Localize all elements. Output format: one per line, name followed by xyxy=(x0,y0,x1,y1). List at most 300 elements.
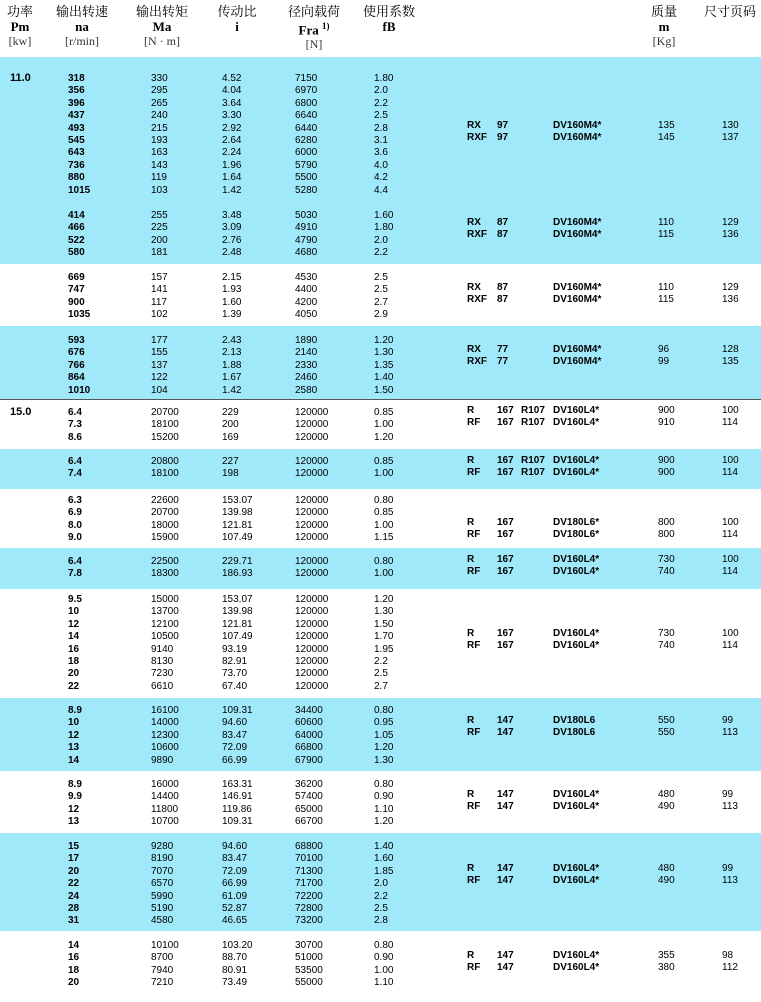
model-mass: 490 xyxy=(658,801,675,813)
table-header xyxy=(0,0,761,56)
cell-fra: 120000 xyxy=(295,631,329,643)
cell-fb: 0.85 xyxy=(374,407,394,418)
cell-na: 31 xyxy=(68,915,80,927)
cell-i: 2.92 xyxy=(222,122,242,134)
cell-na: 28 xyxy=(68,903,80,914)
model-motor: DV160L4* xyxy=(553,875,600,887)
model-page: 129 xyxy=(722,217,739,228)
cell-fb: 4.4 xyxy=(374,184,388,196)
model-mass: 145 xyxy=(658,132,675,144)
cell-ma: 330 xyxy=(151,73,168,84)
cell-na: 522 xyxy=(68,234,85,246)
cell-fra: 5500 xyxy=(295,172,318,184)
model-type: R xyxy=(467,628,475,639)
cell-i: 1.60 xyxy=(222,296,242,308)
cell-i: 67.40 xyxy=(222,680,248,692)
cell-i: 2.15 xyxy=(222,272,242,283)
cell-i: 72.09 xyxy=(222,865,248,877)
cell-fra: 4530 xyxy=(295,272,318,283)
cell-i: 83.47 xyxy=(222,853,248,865)
cell-fra: 4400 xyxy=(295,284,318,296)
cell-fra: 71700 xyxy=(295,878,323,890)
model-type: RF xyxy=(467,727,481,739)
model-type: RX xyxy=(467,217,481,228)
model-mass: 730 xyxy=(658,628,675,639)
cell-i: 72.09 xyxy=(222,742,248,754)
cell-i: 1.96 xyxy=(222,159,242,171)
cell-i: 2.43 xyxy=(222,335,242,346)
cell-i: 94.60 xyxy=(222,841,248,852)
cell-ma: 8190 xyxy=(151,853,174,865)
model-type: RXF xyxy=(467,229,487,241)
cell-fra: 120000 xyxy=(295,519,329,531)
model-mass: 800 xyxy=(658,517,675,528)
cell-ma: 9140 xyxy=(151,643,174,655)
cell-fb: 1.60 xyxy=(374,210,394,221)
cell-i: 2.24 xyxy=(222,147,242,159)
cell-na: 16 xyxy=(68,643,80,655)
cell-na: 437 xyxy=(68,110,85,122)
model-type: RF xyxy=(467,529,481,541)
cell-i: 46.65 xyxy=(222,915,248,927)
model-type: R xyxy=(467,455,475,466)
cell-na: 9.5 xyxy=(68,594,82,605)
cell-ma: 7230 xyxy=(151,668,174,680)
cell-na: 6.4 xyxy=(68,456,82,467)
cell-ma: 15900 xyxy=(151,532,179,544)
cell-fb: 1.10 xyxy=(374,803,394,815)
model-motor: DV180L6 xyxy=(553,727,596,739)
cell-fb: 2.5 xyxy=(374,110,388,122)
model-motor: DV160L4* xyxy=(553,417,600,429)
cell-fra: 4790 xyxy=(295,234,318,246)
model-size: 97 xyxy=(497,132,509,144)
cell-fra: 4680 xyxy=(295,247,318,259)
cell-fb: 2.7 xyxy=(374,680,388,692)
cell-ma: 9280 xyxy=(151,841,174,852)
cell-fb: 0.80 xyxy=(374,940,394,951)
model-motor: DV160L4* xyxy=(553,566,600,578)
cell-fra: 65000 xyxy=(295,803,323,815)
cell-fra: 4910 xyxy=(295,222,318,234)
cell-na: 14 xyxy=(68,940,80,951)
cell-na: 356 xyxy=(68,85,85,97)
model-type: R xyxy=(467,789,475,800)
model-page: 113 xyxy=(722,727,738,739)
cell-fb: 0.90 xyxy=(374,952,394,964)
model-motor: DV160M4* xyxy=(553,229,602,241)
cell-na: 7.3 xyxy=(68,419,82,431)
model-mass: 910 xyxy=(658,417,675,429)
model-page: 113 xyxy=(722,875,738,887)
cell-i: 93.19 xyxy=(222,643,248,655)
cell-i: 3.09 xyxy=(222,222,242,234)
cell-fra: 66800 xyxy=(295,742,323,754)
cell-na: 580 xyxy=(68,247,85,259)
cell-ma: 15200 xyxy=(151,431,179,443)
cell-ma: 117 xyxy=(151,296,167,308)
cell-fra: 120000 xyxy=(295,568,329,580)
cell-fra: 120000 xyxy=(295,507,329,519)
cell-na: 14 xyxy=(68,631,80,643)
cell-na: 676 xyxy=(68,347,85,359)
cell-fra: 67900 xyxy=(295,754,323,766)
cell-fb: 1.95 xyxy=(374,643,394,655)
model-mass: 900 xyxy=(658,455,675,466)
cell-i: 119.86 xyxy=(222,803,252,815)
cell-fra: 6800 xyxy=(295,97,318,109)
cell-i: 109.31 xyxy=(222,816,253,828)
model-mass: 900 xyxy=(658,405,675,416)
cell-na: 20 xyxy=(68,668,80,680)
model-mass: 740 xyxy=(658,640,675,652)
model-size: 167 xyxy=(497,467,514,479)
cell-i: 139.98 xyxy=(222,507,253,519)
model-page: 114 xyxy=(722,467,738,479)
cell-na: 13 xyxy=(68,742,80,754)
model-type: R xyxy=(467,517,475,528)
cell-i: 80.91 xyxy=(222,964,248,976)
model-motor: DV180L6 xyxy=(553,715,596,726)
cell-fb: 2.7 xyxy=(374,296,388,308)
cell-i: 2.48 xyxy=(222,247,242,259)
cell-fb: 1.00 xyxy=(374,964,394,976)
cell-fb: 0.80 xyxy=(374,705,394,716)
model-type: RX xyxy=(467,344,481,355)
cell-fb: 2.0 xyxy=(374,234,388,246)
cell-ma: 200 xyxy=(151,234,168,246)
cell-ma: 5990 xyxy=(151,890,174,902)
header-ratio: 传动比 i xyxy=(217,4,257,34)
cell-i: 73.49 xyxy=(222,977,248,989)
cell-fb: 2.5 xyxy=(374,284,388,296)
cell-fra: 5030 xyxy=(295,210,318,221)
cell-i: 1.64 xyxy=(222,172,242,184)
cell-ma: 11800 xyxy=(151,803,179,815)
model-motor: DV160L4* xyxy=(553,467,600,479)
cell-i: 107.49 xyxy=(222,532,253,544)
cell-fb: 1.40 xyxy=(374,841,394,852)
model-size: 147 xyxy=(497,801,514,813)
model-page: 136 xyxy=(722,294,739,306)
cell-ma: 265 xyxy=(151,97,168,109)
cell-ma: 103 xyxy=(151,184,168,196)
cell-fb: 2.5 xyxy=(374,903,388,914)
cell-fb: 2.9 xyxy=(374,309,388,321)
model-mass: 96 xyxy=(658,344,670,355)
model-page: 130 xyxy=(722,120,739,131)
cell-fra: 120000 xyxy=(295,495,329,506)
cell-fra: 72800 xyxy=(295,903,323,914)
cell-na: 1015 xyxy=(68,184,91,196)
model-size: 167 xyxy=(497,405,514,416)
cell-fb: 1.15 xyxy=(374,532,394,544)
cell-fra: 5790 xyxy=(295,159,318,171)
cell-fra: 120000 xyxy=(295,668,329,680)
cell-na: 8.9 xyxy=(68,779,82,790)
model-motor: DV160M4* xyxy=(553,132,602,144)
model-size: 87 xyxy=(497,294,509,306)
cell-na: 747 xyxy=(68,284,85,296)
cell-i: 103.20 xyxy=(222,940,253,951)
cell-ma: 18000 xyxy=(151,519,179,531)
model-type: RF xyxy=(467,467,481,479)
model-size: 147 xyxy=(497,863,514,874)
cell-fb: 2.0 xyxy=(374,85,388,97)
cell-fb: 0.85 xyxy=(374,456,394,467)
cell-na: 20 xyxy=(68,977,80,989)
cell-i: 107.49 xyxy=(222,631,253,643)
cell-i: 229 xyxy=(222,407,239,418)
model-motor: DV160M4* xyxy=(553,217,602,228)
cell-fb: 4.0 xyxy=(374,159,388,171)
cell-ma: 119 xyxy=(151,172,167,184)
header-output-speed: 输出转速 na [r/min] xyxy=(55,4,108,48)
cell-fra: 120000 xyxy=(295,618,329,630)
cell-fra: 120000 xyxy=(295,419,329,431)
cell-ma: 8700 xyxy=(151,952,174,964)
cell-na: 12 xyxy=(68,729,80,741)
cell-ma: 14400 xyxy=(151,791,179,803)
cell-i: 198 xyxy=(222,468,239,480)
model-size: 167 xyxy=(497,517,514,528)
cell-fra: 34400 xyxy=(295,705,323,716)
cell-fb: 1.70 xyxy=(374,631,394,643)
model-type: RF xyxy=(467,875,481,887)
cell-fb: 1.80 xyxy=(374,73,394,84)
model-size: 147 xyxy=(497,875,514,887)
cell-i: 1.42 xyxy=(222,384,242,396)
cell-ma: 137 xyxy=(151,359,168,371)
cell-fra: 120000 xyxy=(295,468,329,480)
cell-fra: 57400 xyxy=(295,791,323,803)
cell-i: 94.60 xyxy=(222,717,248,729)
cell-na: 17 xyxy=(68,853,80,865)
cell-ma: 193 xyxy=(151,135,168,146)
cell-na: 22 xyxy=(68,680,80,692)
model-extra: R107 xyxy=(521,467,545,479)
model-type: R xyxy=(467,863,475,874)
cell-i: 2.13 xyxy=(222,347,242,359)
model-mass: 550 xyxy=(658,715,675,726)
cell-fra: 2330 xyxy=(295,359,318,371)
model-type: R xyxy=(467,950,475,961)
model-size: 167 xyxy=(497,554,514,565)
cell-ma: 13700 xyxy=(151,606,179,618)
cell-fb: 1.30 xyxy=(374,754,394,766)
cell-na: 24 xyxy=(68,890,80,902)
cell-fb: 1.00 xyxy=(374,568,394,580)
cell-fb: 2.5 xyxy=(374,272,388,283)
cell-fra: 2460 xyxy=(295,372,318,384)
cell-i: 169 xyxy=(222,431,239,443)
cell-na: 1010 xyxy=(68,384,91,396)
cell-na: 12 xyxy=(68,803,80,815)
cell-i: 66.99 xyxy=(222,878,248,890)
cell-fra: 5280 xyxy=(295,184,318,196)
cell-fb: 2.5 xyxy=(374,668,388,680)
cell-ma: 8130 xyxy=(151,656,174,667)
cell-ma: 22500 xyxy=(151,556,179,567)
cell-na: 466 xyxy=(68,222,85,234)
model-size: 167 xyxy=(497,417,514,429)
cell-i: 1.88 xyxy=(222,359,242,371)
cell-ma: 225 xyxy=(151,222,168,234)
cell-na: 9.9 xyxy=(68,791,82,803)
cell-i: 61.09 xyxy=(222,890,248,902)
cell-na: 736 xyxy=(68,159,85,171)
model-page: 98 xyxy=(722,950,734,961)
cell-na: 880 xyxy=(68,172,85,184)
cell-fra: 120000 xyxy=(295,680,329,692)
cell-na: 15 xyxy=(68,841,80,852)
model-page: 129 xyxy=(722,282,739,293)
cell-na: 8.6 xyxy=(68,431,82,443)
model-motor: DV160L4* xyxy=(553,863,600,874)
cell-na: 20 xyxy=(68,865,80,877)
cell-ma: 155 xyxy=(151,347,168,359)
cell-na: 545 xyxy=(68,135,85,146)
model-extra: R107 xyxy=(521,455,545,466)
cell-fb: 1.20 xyxy=(374,431,394,443)
model-page: 114 xyxy=(722,529,738,541)
model-motor: DV180L6* xyxy=(553,517,600,528)
cell-fra: 64000 xyxy=(295,729,323,741)
model-size: 167 xyxy=(497,628,514,639)
cell-fb: 3.1 xyxy=(374,135,388,146)
model-mass: 355 xyxy=(658,950,675,961)
cell-i: 4.04 xyxy=(222,85,242,97)
cell-i: 200 xyxy=(222,419,239,431)
cell-fra: 66700 xyxy=(295,816,323,828)
cell-na: 12 xyxy=(68,618,80,630)
cell-fra: 51000 xyxy=(295,952,323,964)
cell-ma: 15000 xyxy=(151,594,179,605)
cell-fb: 1.40 xyxy=(374,372,394,384)
cell-fra: 73200 xyxy=(295,915,323,927)
model-motor: DV160L4* xyxy=(553,405,600,416)
power-value: 11.0 xyxy=(10,72,31,84)
cell-ma: 10500 xyxy=(151,631,179,643)
model-motor: DV160L4* xyxy=(553,640,600,652)
cell-fra: 55000 xyxy=(295,977,323,989)
cell-fb: 2.2 xyxy=(374,656,388,667)
cell-na: 18 xyxy=(68,964,80,976)
model-page: 99 xyxy=(722,789,734,800)
cell-ma: 12100 xyxy=(151,618,179,630)
cell-ma: 104 xyxy=(151,384,168,396)
cell-fb: 1.85 xyxy=(374,865,394,877)
cell-i: 109.31 xyxy=(222,705,253,716)
model-motor: DV160L4* xyxy=(553,950,600,961)
cell-ma: 10600 xyxy=(151,742,179,754)
cell-na: 900 xyxy=(68,296,85,308)
model-page: 137 xyxy=(722,132,739,144)
cell-ma: 6570 xyxy=(151,878,174,890)
cell-i: 52.87 xyxy=(222,903,248,914)
model-mass: 800 xyxy=(658,529,675,541)
cell-i: 88.70 xyxy=(222,952,248,964)
cell-fra: 4200 xyxy=(295,296,318,308)
cell-ma: 143 xyxy=(151,159,168,171)
model-motor: DV160M4* xyxy=(553,282,602,293)
cell-ma: 14000 xyxy=(151,717,179,729)
model-page: 114 xyxy=(722,417,738,429)
cell-i: 83.47 xyxy=(222,729,248,741)
model-extra: R107 xyxy=(521,417,545,429)
cell-i: 1.39 xyxy=(222,309,242,321)
cell-ma: 122 xyxy=(151,372,168,384)
cell-i: 2.76 xyxy=(222,234,242,246)
cell-ma: 255 xyxy=(151,210,168,221)
cell-fb: 2.2 xyxy=(374,97,388,109)
cell-fb: 1.00 xyxy=(374,468,394,480)
model-motor: DV160L4* xyxy=(553,455,600,466)
model-type: R xyxy=(467,715,475,726)
cell-fb: 1.50 xyxy=(374,618,394,630)
model-mass: 480 xyxy=(658,863,675,874)
model-size: 147 xyxy=(497,950,514,961)
cell-i: 3.48 xyxy=(222,210,242,221)
cell-ma: 177 xyxy=(151,335,168,346)
cell-fb: 1.50 xyxy=(374,384,394,396)
cell-fra: 68800 xyxy=(295,841,323,852)
model-mass: 115 xyxy=(658,294,674,306)
model-motor: DV180L6* xyxy=(553,529,600,541)
cell-fb: 1.20 xyxy=(374,594,394,605)
cell-ma: 18300 xyxy=(151,568,179,580)
cell-na: 8.0 xyxy=(68,519,82,531)
cell-fb: 3.6 xyxy=(374,147,388,159)
model-type: RF xyxy=(467,640,481,652)
model-type: RX xyxy=(467,120,481,131)
cell-fb: 0.95 xyxy=(374,717,394,729)
cell-na: 6.9 xyxy=(68,507,82,519)
model-page: 99 xyxy=(722,715,734,726)
model-mass: 99 xyxy=(658,356,670,368)
cell-na: 22 xyxy=(68,878,80,890)
cell-fra: 6000 xyxy=(295,147,318,159)
model-motor: DV160M4* xyxy=(553,344,602,355)
cell-i: 146.91 xyxy=(222,791,253,803)
model-page: 100 xyxy=(722,405,739,416)
cell-ma: 181 xyxy=(151,247,168,259)
cell-fra: 4050 xyxy=(295,309,318,321)
cell-ma: 7210 xyxy=(151,977,174,989)
header-output-torque: 输出转矩 Ma [N · m] xyxy=(135,4,188,48)
cell-ma: 9890 xyxy=(151,754,174,766)
cell-na: 396 xyxy=(68,97,85,109)
cell-fra: 120000 xyxy=(295,431,329,443)
model-mass: 135 xyxy=(658,120,675,131)
model-page: 136 xyxy=(722,229,739,241)
cell-fb: 2.2 xyxy=(374,247,388,259)
cell-fb: 1.00 xyxy=(374,519,394,531)
cell-ma: 12300 xyxy=(151,729,179,741)
cell-na: 6.4 xyxy=(68,407,82,418)
cell-na: 864 xyxy=(68,372,85,384)
cell-fra: 120000 xyxy=(295,532,329,544)
model-page: 135 xyxy=(722,356,739,368)
cell-ma: 16000 xyxy=(151,779,179,790)
model-motor: DV160M4* xyxy=(553,120,602,131)
model-type: RXF xyxy=(467,294,487,306)
cell-na: 318 xyxy=(68,73,85,84)
model-size: 167 xyxy=(497,566,514,578)
cell-i: 139.98 xyxy=(222,606,253,618)
model-size: 87 xyxy=(497,282,509,293)
cell-i: 229.71 xyxy=(222,556,253,567)
